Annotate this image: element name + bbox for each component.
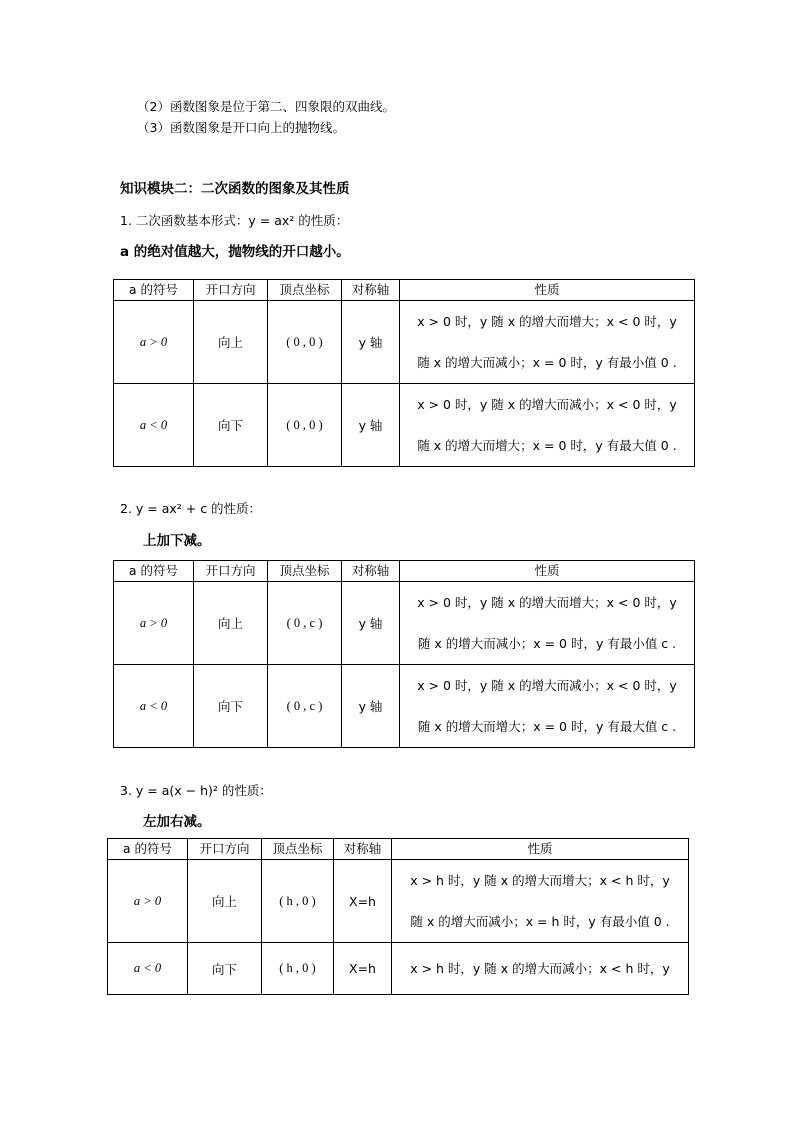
table-header-row: [114, 561, 695, 582]
section3-table: [107, 838, 689, 995]
opening-cell: 向上: [194, 582, 268, 665]
axis-cell: y 轴: [342, 665, 400, 748]
intro-line-3: （3）函数图象是开口向上的抛物线。: [137, 120, 345, 135]
property-line-2: 随 x 的增大而增大；x = 0 时，y 有最大值 0 .: [417, 438, 677, 453]
property-cell: [392, 860, 689, 943]
table-row: [114, 384, 695, 467]
header-opening: 开口方向: [188, 839, 262, 860]
section2-table: [113, 560, 695, 748]
header-vertex: 顶点坐标: [262, 839, 334, 860]
header-vertex: 顶点坐标: [268, 280, 342, 301]
axis-cell: y 轴: [342, 384, 400, 467]
header-sign: a 的符号: [108, 839, 188, 860]
axis-cell: X=h: [334, 943, 392, 995]
opening-cell: 向下: [188, 943, 262, 995]
section1-note: a 的绝对值越大，抛物线的开口越小。: [120, 244, 350, 260]
header-axis: 对称轴: [342, 561, 400, 582]
header-axis: 对称轴: [342, 280, 400, 301]
sign-cell: a > 0: [108, 860, 188, 943]
header-property: 性质: [400, 280, 695, 301]
header-opening: 开口方向: [194, 561, 268, 582]
property-cell: [400, 384, 695, 467]
axis-cell: X=h: [334, 860, 392, 943]
sign-cell: a < 0: [108, 943, 188, 995]
opening-cell: 向下: [194, 384, 268, 467]
section2-title: 2. y = ax² + c 的性质：: [120, 501, 262, 516]
section2-note: 上加下减。: [143, 533, 211, 549]
table-row: [108, 860, 689, 943]
header-property: 性质: [392, 839, 689, 860]
property-cell: [400, 665, 695, 748]
property-cell: [400, 582, 695, 665]
property-line-2: 随 x 的增大而减小；x = 0 时，y 有最小值 c .: [417, 636, 677, 651]
property-cell: [400, 301, 695, 384]
header-axis: 对称轴: [334, 839, 392, 860]
sign-cell: a > 0: [114, 582, 194, 665]
property-line-1: x > 0 时，y 随 x 的增大而减小；x < 0 时，y: [417, 678, 677, 693]
property-line-1: x > h 时，y 随 x 的增大而减小；x < h 时，y: [410, 961, 670, 976]
section1-table: [113, 279, 695, 467]
property-line-1: x > 0 时，y 随 x 的增大而增大；x < 0 时，y: [417, 595, 677, 610]
property-line-1: x > 0 时，y 随 x 的增大而增大；x < 0 时，y: [417, 314, 677, 329]
axis-cell: y 轴: [342, 582, 400, 665]
table-row: [114, 665, 695, 748]
opening-cell: 向上: [194, 301, 268, 384]
table-row: [114, 301, 695, 384]
property-line-2: 随 x 的增大而增大；x = 0 时，y 有最大值 c .: [417, 719, 677, 734]
vertex-cell: ( 0 , 0 ): [268, 384, 342, 467]
opening-cell: 向上: [188, 860, 262, 943]
header-vertex: 顶点坐标: [268, 561, 342, 582]
vertex-cell: ( 0 , c ): [268, 665, 342, 748]
intro-line-2: （2）函数图象是位于第二、四象限的双曲线。: [137, 99, 395, 114]
header-sign: a 的符号: [114, 280, 194, 301]
vertex-cell: ( h , 0 ): [262, 860, 334, 943]
vertex-cell: ( 0 , 0 ): [268, 301, 342, 384]
table-row: [114, 582, 695, 665]
property-line-1: x > h 时，y 随 x 的增大而增大；x < h 时，y: [410, 873, 670, 888]
section3-note: 左加右减。: [143, 814, 211, 830]
table-row: [108, 943, 689, 995]
module-heading: 知识模块二：二次函数的图象及其性质: [120, 181, 350, 197]
axis-cell: y 轴: [342, 301, 400, 384]
header-property: 性质: [400, 561, 695, 582]
sign-cell: a > 0: [114, 301, 194, 384]
sign-cell: a < 0: [114, 665, 194, 748]
property-line-1: x > 0 时，y 随 x 的增大而减小；x < 0 时，y: [417, 397, 677, 412]
section3-title: 3. y = a(x − h)² 的性质：: [120, 783, 272, 798]
property-line-2: 随 x 的增大而减小；x = h 时，y 有最小值 0 .: [410, 914, 670, 929]
opening-cell: 向下: [194, 665, 268, 748]
property-line-2: 随 x 的增大而减小；x = 0 时，y 有最小值 0 .: [417, 355, 677, 370]
vertex-cell: ( h , 0 ): [262, 943, 334, 995]
section1-title: 1. 二次函数基本形式：y = ax² 的性质：: [120, 213, 349, 228]
header-opening: 开口方向: [194, 280, 268, 301]
table-header-row: [114, 280, 695, 301]
header-sign: a 的符号: [114, 561, 194, 582]
vertex-cell: ( 0 , c ): [268, 582, 342, 665]
table-header-row: [108, 839, 689, 860]
property-cell: [392, 943, 689, 995]
sign-cell: a < 0: [114, 384, 194, 467]
